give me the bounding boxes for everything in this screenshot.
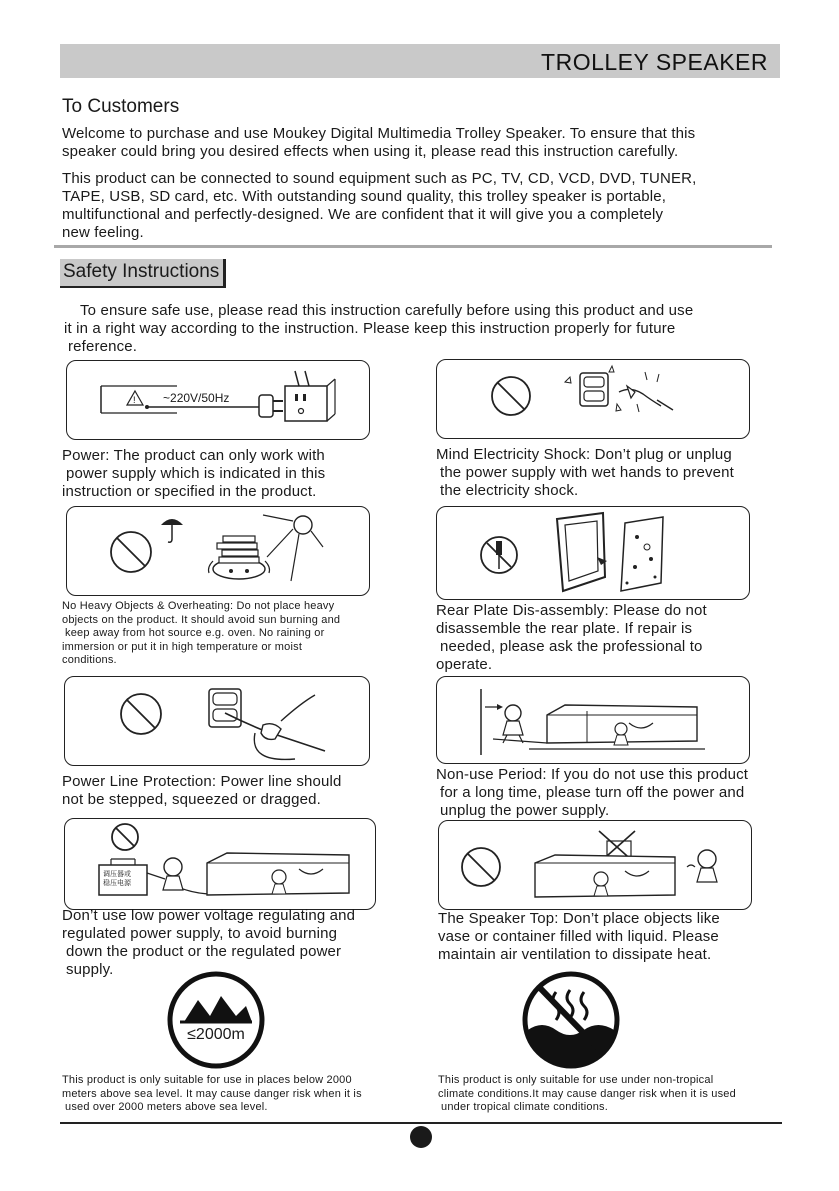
- customers-paragraph-2: [62, 170, 696, 242]
- power-line-illustration: [64, 676, 370, 766]
- text-line: Welcome to purchase and use Moukey Digital Multimedia Trolley Speaker. To ensure that this: [62, 125, 696, 142]
- text-line: needed, please ask the professional to: [440, 638, 703, 655]
- power-line-caption: [62, 773, 342, 809]
- rear-plate-illustration: [436, 506, 750, 600]
- prohibited-icon: [462, 848, 500, 886]
- customers-paragraph-1: [62, 125, 695, 161]
- speaker-top-caption: [438, 910, 720, 964]
- text-line: objects on the product. It should avoid sun burning and: [62, 613, 341, 626]
- text-line: conditions.: [62, 654, 117, 666]
- text-line: TAPE, USB, SD card, etc. With outstanding sound quality, this trolley speaker is portable,: [62, 188, 667, 205]
- electric-shock-caption: [436, 446, 734, 500]
- header-bar: [60, 44, 780, 78]
- text-line: Don’t use low power voltage regulating and: [62, 907, 356, 924]
- text-line: it in a right way according to the instruction. Please keep this instruction properly for future: [64, 320, 676, 337]
- text-line: speaker could bring you desired effects when using it, please read this instruction carefully.: [62, 143, 679, 160]
- cartoon-person-icon: [503, 705, 523, 743]
- footer-rule: [60, 1122, 782, 1124]
- rear-plate-icon: [597, 517, 663, 591]
- text-line: No Heavy Objects & Overheating: Do not place heavy: [62, 600, 335, 612]
- text-line: maintain air ventilation to dissipate heat.: [438, 946, 712, 963]
- prohibited-icon: [492, 377, 530, 415]
- voltage-value: 220V/50Hz: [170, 391, 230, 405]
- altitude-caption: [62, 1074, 362, 1115]
- power-illustration: [66, 360, 370, 440]
- umbrella-icon: [161, 519, 183, 542]
- safety-heading: Safety Instructions: [60, 259, 226, 288]
- text-line: vase or container filled with liquid. Please: [438, 928, 719, 945]
- tilde-text: ~: [163, 391, 171, 405]
- text-line: The Speaker Top: Don’t place objects like: [438, 910, 720, 927]
- text-line: Power: The product can only work with: [62, 447, 325, 464]
- text-line: Power Line Protection: Power line should: [62, 773, 342, 790]
- text-line: used over 2000 meters above sea level.: [65, 1101, 268, 1113]
- stacked-objects-icon: [209, 536, 270, 579]
- text-line: 稳压电源: [103, 879, 131, 887]
- section-divider: [54, 245, 772, 248]
- text-line: To ensure safe use, please read this instruction carefully before using this product and use: [80, 302, 694, 319]
- text-line: the electricity shock.: [440, 482, 579, 499]
- heavy-objects-caption: [62, 600, 340, 668]
- text-line: disassemble the rear plate. If repair is: [436, 620, 693, 637]
- text-line: Rear Plate Dis-assembly: Please do not: [436, 602, 707, 619]
- plug-icon: [259, 395, 283, 417]
- text-line: regulated power supply, to avoid burning: [62, 925, 338, 942]
- prohibited-icon: [111, 532, 151, 572]
- safety-intro: [64, 302, 693, 356]
- prohibited-screwdriver-icon: [481, 537, 517, 573]
- text-line: instruction or specified in the product.: [62, 483, 317, 500]
- altitude-icon: [166, 970, 266, 1070]
- text-line: down the product or the regulated power: [66, 943, 342, 960]
- text-line: not be stepped, squeezed or dragged.: [62, 791, 321, 808]
- text-line: This product is only suitable for use in places below 2000: [62, 1074, 352, 1086]
- voltage-regulator-illustration: [64, 818, 376, 910]
- cartoon-person-icon: [687, 850, 717, 882]
- text-line: multifunctional and perfectly-designed. We are confident that it will give you a completely: [62, 206, 664, 223]
- text-line: This product can be connected to sound equipment such as PC, TV, CD, VCD, DVD, TUNER,: [62, 170, 697, 187]
- text-line: keep away from hot source e.g. oven. No raining or: [65, 627, 325, 639]
- altitude-label: ≤2000m: [187, 1026, 245, 1043]
- text-line: Mind Electricity Shock: Don’t plug or unplug: [436, 446, 732, 463]
- rear-plate-caption: [436, 602, 707, 674]
- text-line: operate.: [436, 656, 493, 673]
- heavy-objects-illustration: [66, 506, 370, 596]
- text-line: power supply which is indicated in this: [66, 465, 326, 482]
- power-caption: [62, 447, 325, 501]
- text-line: for a long time, please turn off the power and: [440, 784, 745, 801]
- wall-socket-icon: [285, 371, 335, 421]
- tropical-climate-prohibited-icon: [520, 970, 622, 1070]
- text-line: 调压器或: [103, 870, 131, 878]
- customers-heading: To Customers: [62, 96, 180, 117]
- voltage-regulator-caption: [62, 907, 355, 979]
- text-line: Non-use Period: If you do not use this product: [436, 766, 749, 783]
- text-line: unplug the power supply.: [440, 802, 610, 819]
- page-marker: [410, 1126, 432, 1148]
- speaker-top-illustration: [438, 820, 752, 910]
- electric-shock-illustration: [436, 359, 750, 439]
- regulator-label: [103, 870, 131, 888]
- text-line: the power supply with wet hands to prevent: [440, 464, 734, 481]
- wall-socket-icon: [209, 689, 241, 727]
- non-use-illustration: [436, 676, 750, 764]
- text-line: new feeling.: [62, 224, 144, 241]
- text-line: reference.: [68, 338, 138, 355]
- non-use-caption: [436, 766, 748, 820]
- cartoon-person-icon: [594, 872, 608, 896]
- text-line: climate conditions.It may cause danger risk when it is used: [438, 1087, 736, 1100]
- cartoon-person-icon: [147, 858, 183, 890]
- speaker-back-icon: [557, 513, 605, 591]
- cartoon-person-icon: [272, 870, 286, 894]
- wall-socket-icon: [580, 373, 608, 406]
- voltage-label: [163, 391, 229, 405]
- sun-icon: [263, 515, 323, 581]
- text-line: This product is only suitable for use under non-tropical: [438, 1074, 714, 1086]
- text-line: meters above sea level. It may cause danger risk when it is: [62, 1087, 362, 1100]
- svg-text:!: !: [133, 395, 136, 405]
- prohibited-icon: [121, 694, 161, 734]
- climate-caption: [438, 1074, 736, 1115]
- page-title: TROLLEY SPEAKER: [541, 49, 768, 75]
- text-line: supply.: [66, 961, 114, 978]
- text-line: under tropical climate conditions.: [441, 1101, 608, 1113]
- text-line: immersion or put it in high temperature or moist: [62, 640, 303, 653]
- prohibited-icon: [112, 824, 138, 850]
